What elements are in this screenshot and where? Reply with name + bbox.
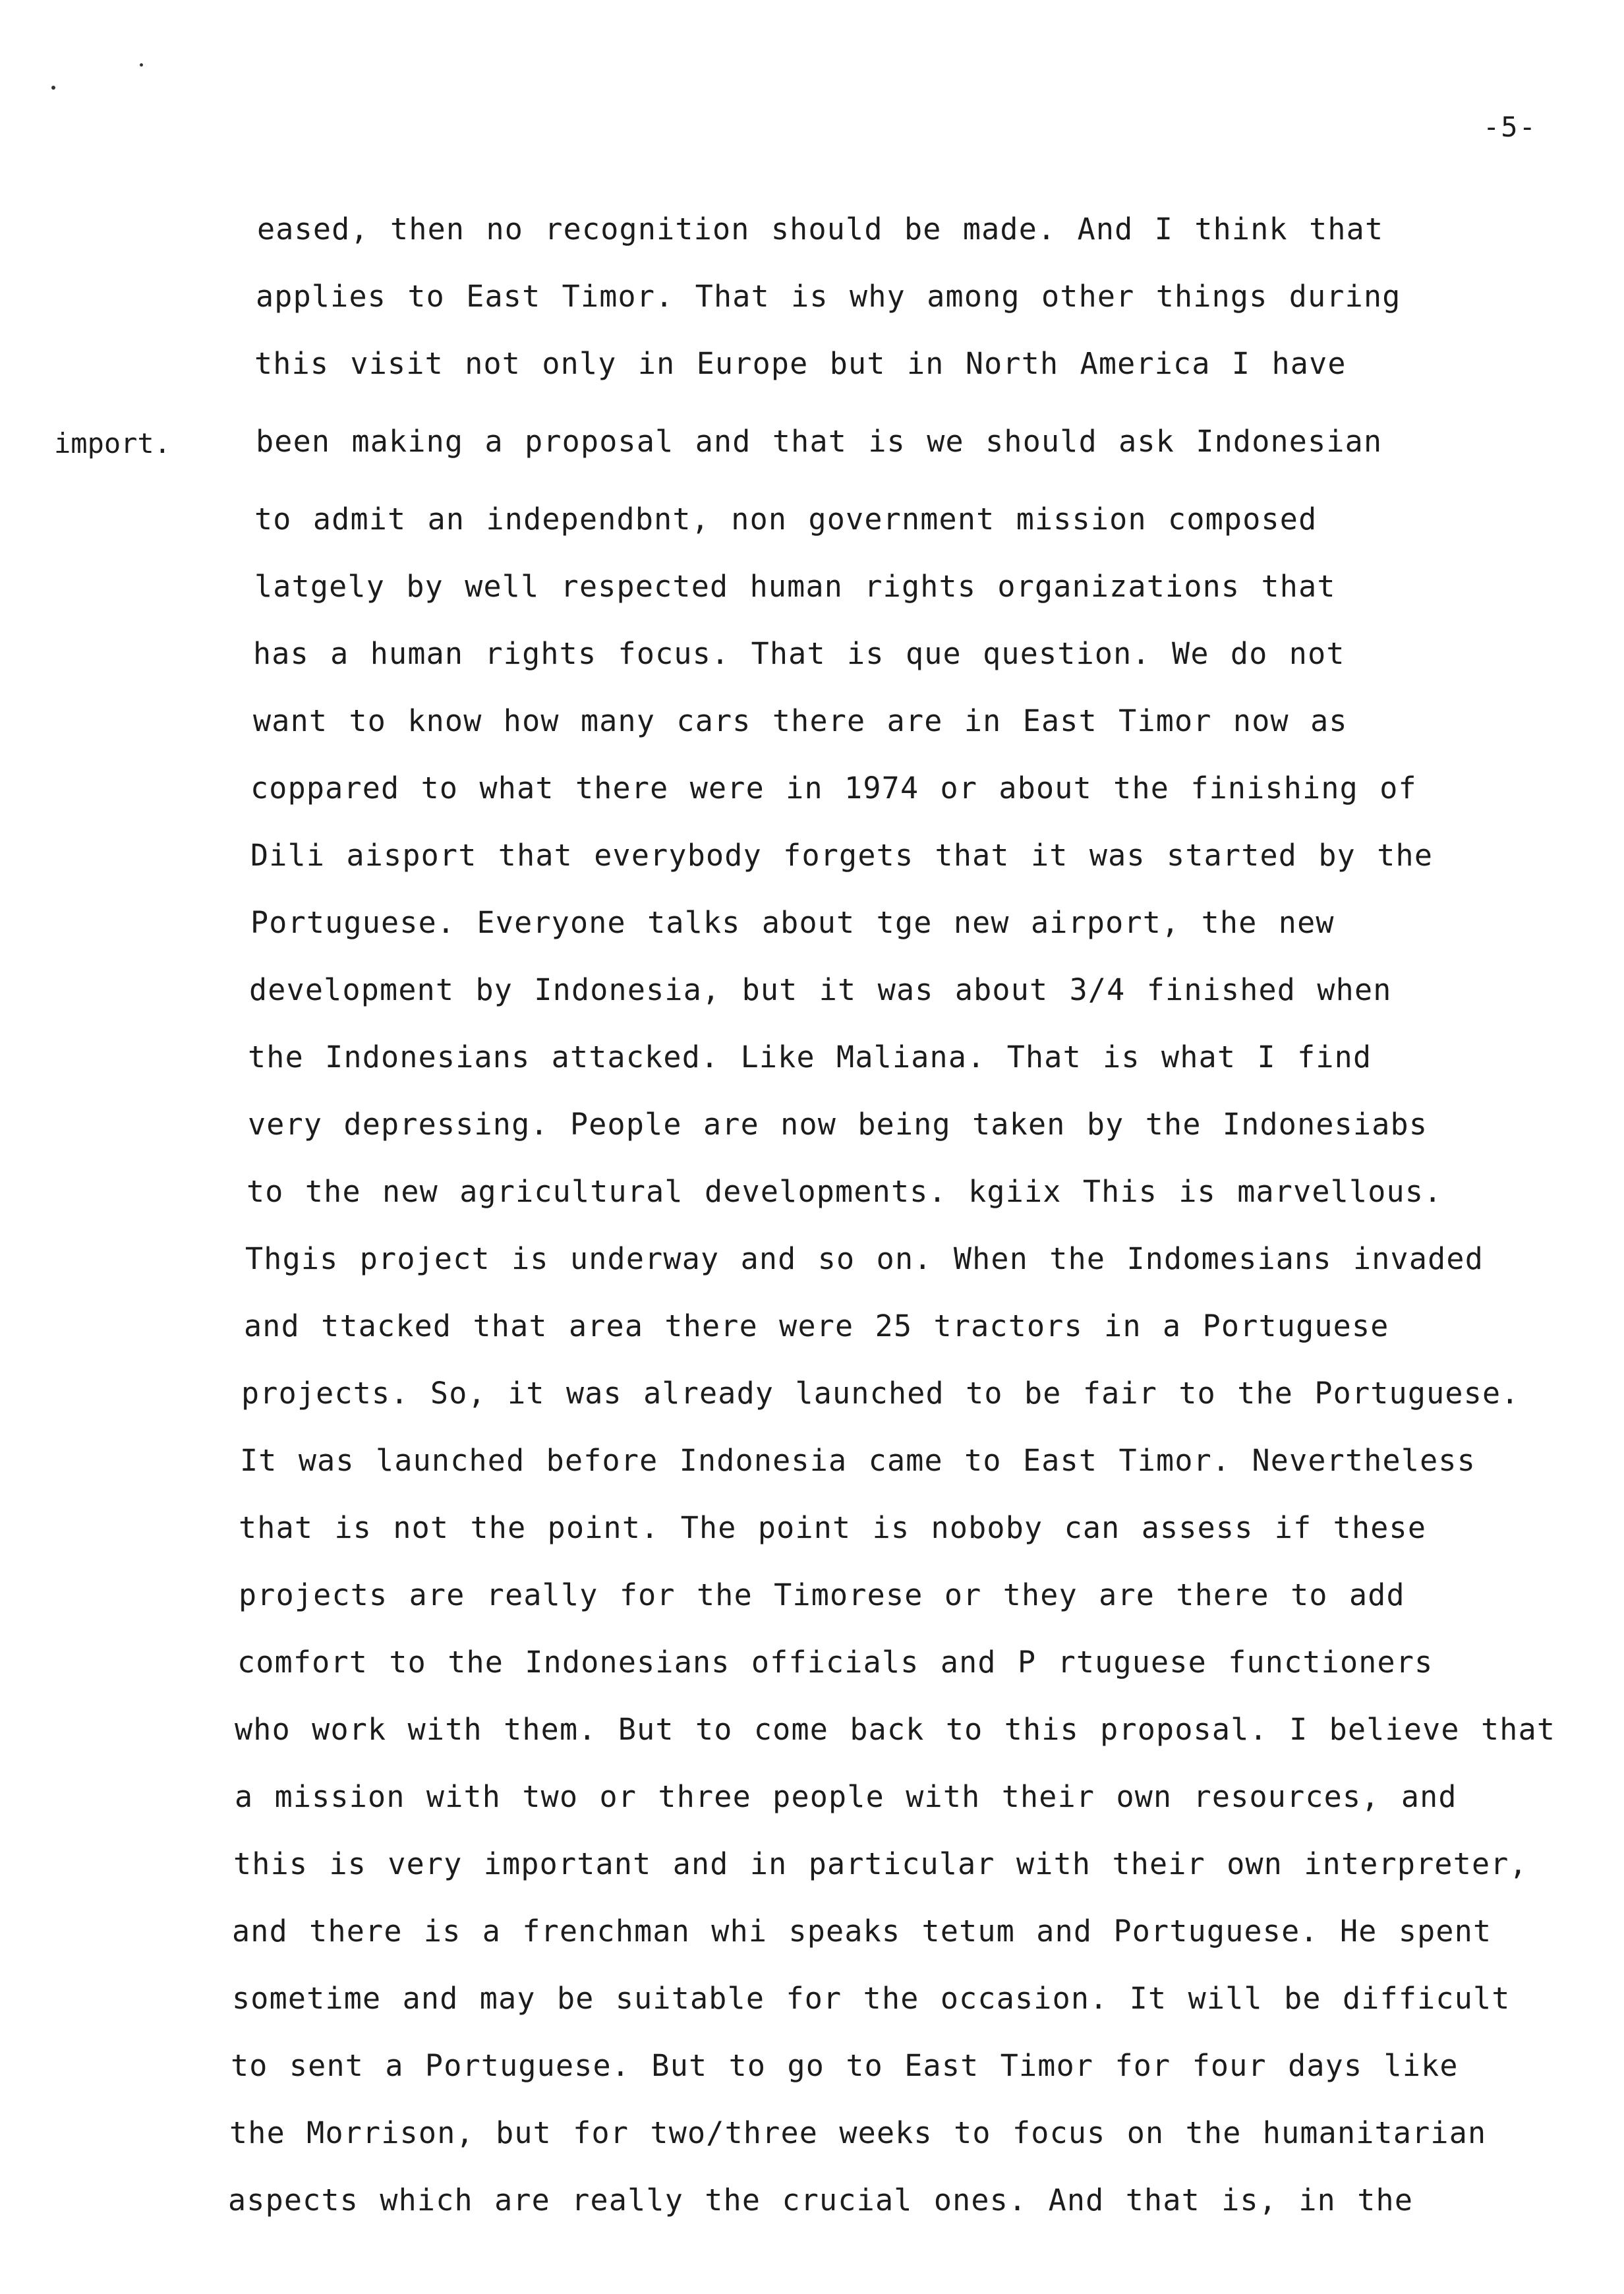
text-line: been making a proposal and that is we should ask Indonesian <box>256 424 1383 459</box>
text-line: Portuguese. Everyone talks about tge new airport, the new <box>250 905 1335 940</box>
text-line: comfort to the Indonesians officials and P rtuguese functioners <box>237 1645 1434 1680</box>
text-line: sometime and may be suitable for the occasion. It will be difficult <box>232 1981 1511 2016</box>
text-line: to sent a Portuguese. But to go to East Timor for four days like <box>231 2048 1459 2083</box>
text-line: projects are really for the Timorese or they are there to add <box>239 1577 1405 1612</box>
margin-note: import. <box>54 427 171 459</box>
text-line: aspects which are really the crucial ones. And that is, in the <box>228 2183 1414 2218</box>
text-line: eased, then no recognition should be made. And I think that <box>257 212 1384 247</box>
scan-speck <box>140 63 143 67</box>
text-line: It was launched before Indonesia came to East Timor. Nevertheless <box>240 1443 1476 1478</box>
text-line: this visit not only in Europe but in North America I have <box>254 346 1347 381</box>
text-line: who work with them. But to come back to this proposal. I believe that <box>235 1712 1556 1747</box>
text-line: the Indonesians attacked. Like Maliana. That is what I find <box>248 1040 1372 1074</box>
text-line: to admit an independbnt, non government mission composed <box>254 502 1318 537</box>
text-line: coppared to what there were in 1974 or about the finishing of <box>250 771 1417 806</box>
scan-speck <box>51 86 55 90</box>
text-line: latgely by well respected human rights organizations that <box>254 569 1336 604</box>
text-line: has a human rights focus. That is que question. We do not <box>253 636 1345 671</box>
text-line: development by Indonesia, but it was about 3/4 finished when <box>249 972 1392 1007</box>
page-number: -5- <box>1483 111 1537 143</box>
text-line: a mission with two or three people with their own resources, and <box>235 1779 1457 1814</box>
text-line: that is not the point. The point is noboby can assess if these <box>239 1510 1427 1545</box>
text-line: and ttacked that area there were 25 tractors in a Portuguese <box>244 1309 1389 1343</box>
text-line: and there is a frenchman whi speaks tetum and Portuguese. He spent <box>232 1914 1492 1949</box>
text-line: Dili aisport that everybody forgets that it was started by the <box>250 838 1434 873</box>
text-line: projects. So, it was already launched to be fair to the Portuguese. <box>241 1376 1520 1411</box>
text-line: to the new agricultural developments. kgiix This is marvellous. <box>246 1174 1443 1209</box>
text-line: the Morrison, but for two/three weeks to focus on the humanitarian <box>229 2115 1487 2150</box>
text-line: this is very important and in particular with their own interpreter, <box>233 1846 1528 1881</box>
text-line: applies to East Timor. That is why among other things during <box>256 279 1401 314</box>
text-line: want to know how many cars there are in East Timor now as <box>253 703 1348 738</box>
text-line: very depressing. People are now being taken by the Indonesiabs <box>248 1107 1428 1142</box>
text-line: Thgis project is underway and so on. When the Indomesians invaded <box>245 1241 1484 1276</box>
